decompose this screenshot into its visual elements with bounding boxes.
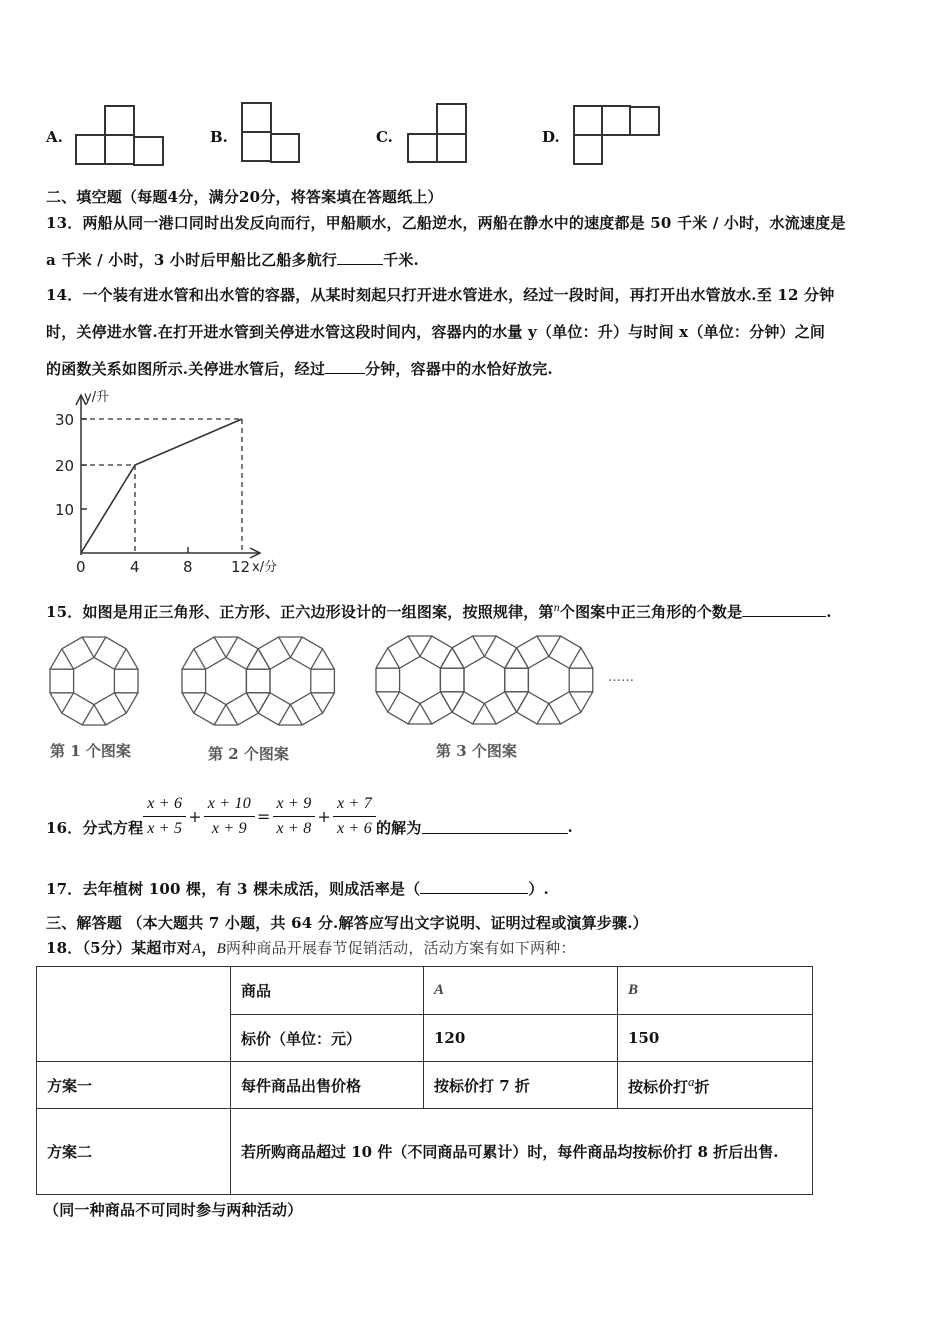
option-b-net-icon <box>241 102 303 164</box>
svg-text:4: 4 <box>130 558 140 576</box>
table-row <box>37 1109 813 1195</box>
q18-var-b: B <box>216 941 226 957</box>
q15-answer-blank[interactable] <box>742 603 826 617</box>
q16-prefix: 16．分式方程 <box>46 818 144 837</box>
q17-text-start: 17．去年植树 100 棵，有 3 棵未成活，则成活率是（ <box>46 880 421 898</box>
q18-note: （同一种商品不可同时参与两种活动） <box>44 1201 303 1219</box>
q15-text-end: . <box>826 603 832 621</box>
option-a-label: A. <box>46 128 63 146</box>
q18-var-a: A <box>192 941 202 957</box>
q15-text-start: 15．如图是用正三角形、正方形、正六边形设计的一组图案，按照规律，第 <box>46 603 554 621</box>
q16-suffix: 的解为 <box>375 818 422 837</box>
q16-end: . <box>567 818 573 836</box>
table-cell: 每件商品出售价格 <box>231 1062 424 1109</box>
table-cell: 若所购商品超过 10 件（不同商品可累计）时，每件商品均按标价打 8 折后出售. <box>231 1109 813 1195</box>
promotion-table <box>36 966 813 1195</box>
option-b-label: B. <box>210 128 228 146</box>
svg-text:0: 0 <box>76 558 86 576</box>
q17-text <box>46 878 549 899</box>
table-cell: 方案二 <box>37 1109 231 1195</box>
option-d-label: D. <box>542 128 560 146</box>
q14-text: 的函数关系如图所示.关停进水管后，经过 <box>46 360 326 378</box>
fraction-1: $\frac{x + 6}{x + 5}$ <box>143 792 186 841</box>
q15-text <box>46 600 832 622</box>
q13-text-end: 千米. <box>383 251 419 269</box>
water-volume-line-chart <box>40 385 300 580</box>
equals-operator: = <box>256 806 271 826</box>
q17-text-end: ）. <box>528 880 549 898</box>
svg-text:12: 12 <box>231 558 251 576</box>
pattern-2-figure <box>180 635 350 727</box>
q14-text-end: 分钟，容器中的水恰好放完. <box>365 360 553 378</box>
q14-line-2: 时，关停进水管.在打开进水管到关停进水管这段时间内，容器内的水量 y（单位：升）与时间 x（单位：分钟）之间 <box>46 323 826 341</box>
q16-equation <box>46 790 573 842</box>
q15-text-mid: 个图案中正三角形的个数是 <box>559 603 743 621</box>
q18-rest: 两种商品开展春节促销活动，活动方案有如下两种： <box>225 939 576 957</box>
pattern-ellipsis: …… <box>608 670 634 685</box>
svg-text:20: 20 <box>55 457 75 475</box>
q13-line-1: 13．两船从同一港口同时出发反向而行，甲船顺水，乙船逆水，两船在静水中的速度都是 50 千米 / 小时，水流速度是 <box>46 214 846 232</box>
svg-text:x/分: x/分 <box>252 560 278 575</box>
table-cell: 商品 <box>231 967 424 1015</box>
section-2-title: 二、填空题（每题4分，满分20分，将答案填在答题纸上） <box>46 188 443 206</box>
q14-line-3 <box>46 358 553 379</box>
plus-operator: + <box>188 806 202 826</box>
q15-var-n: n <box>553 600 560 614</box>
q18-text <box>46 937 576 958</box>
q18-sep: ， <box>201 939 217 957</box>
table-cell: 按标价打$^a$折 <box>618 1062 813 1109</box>
pattern-3-figure <box>374 634 604 726</box>
fraction-4: $\frac{x + 7}{x + 6}$ <box>333 792 376 841</box>
table-row <box>37 1062 813 1109</box>
table-cell-empty <box>37 967 231 1062</box>
pattern-1-caption: 第 1 个图案 <box>50 742 131 760</box>
option-c-label: C. <box>376 128 393 146</box>
table-cell: B <box>618 967 813 1015</box>
fraction-3: $\frac{x + 9}{x + 8}$ <box>273 792 316 841</box>
svg-text:30: 30 <box>55 411 75 429</box>
option-a-net-icon <box>75 104 165 166</box>
table-cell: A <box>424 967 618 1015</box>
q14-line-1: 14．一个装有进水管和出水管的容器，从某时刻起只打开进水管进水，经过一段时间，再打开出水管放水.至 12 分钟 <box>46 286 835 304</box>
option-d-net-icon <box>573 105 663 167</box>
pattern-1-figure <box>48 635 140 727</box>
pattern-2-caption: 第 2 个图案 <box>208 745 289 763</box>
fraction-2: $\frac{x + 10}{x + 9}$ <box>204 792 255 841</box>
table-cell: 按标价打 7 折 <box>424 1062 618 1109</box>
svg-text:10: 10 <box>55 501 75 519</box>
q13-line-2 <box>46 249 419 270</box>
q14-answer-blank[interactable] <box>325 360 365 374</box>
q13-answer-blank[interactable] <box>337 251 383 265</box>
table-row <box>37 967 813 1015</box>
table-cell: 方案一 <box>37 1062 231 1109</box>
table-cell: 120 <box>424 1015 618 1062</box>
q13-text: a 千米 / 小时，3 小时后甲船比乙船多航行 <box>46 251 338 269</box>
option-c-net-icon <box>407 103 469 165</box>
pattern-3-caption: 第 3 个图案 <box>436 742 517 760</box>
svg-text:8: 8 <box>183 558 193 576</box>
plus-operator: + <box>317 806 332 826</box>
section-3-title: 三、解答题 （本大题共 7 小题，共 64 分.解答应写出文字说明、证明过程或演算步骤.） <box>46 914 648 932</box>
svg-text:y/升: y/升 <box>84 390 110 405</box>
q18-prefix: 18．（5分）某超市对 <box>46 939 193 957</box>
var-a: a <box>688 1073 695 1089</box>
q16-answer-blank[interactable] <box>422 820 568 834</box>
q17-answer-blank[interactable] <box>420 880 528 894</box>
table-cell: 150 <box>618 1015 813 1062</box>
table-cell: 标价（单位：元） <box>231 1015 424 1062</box>
